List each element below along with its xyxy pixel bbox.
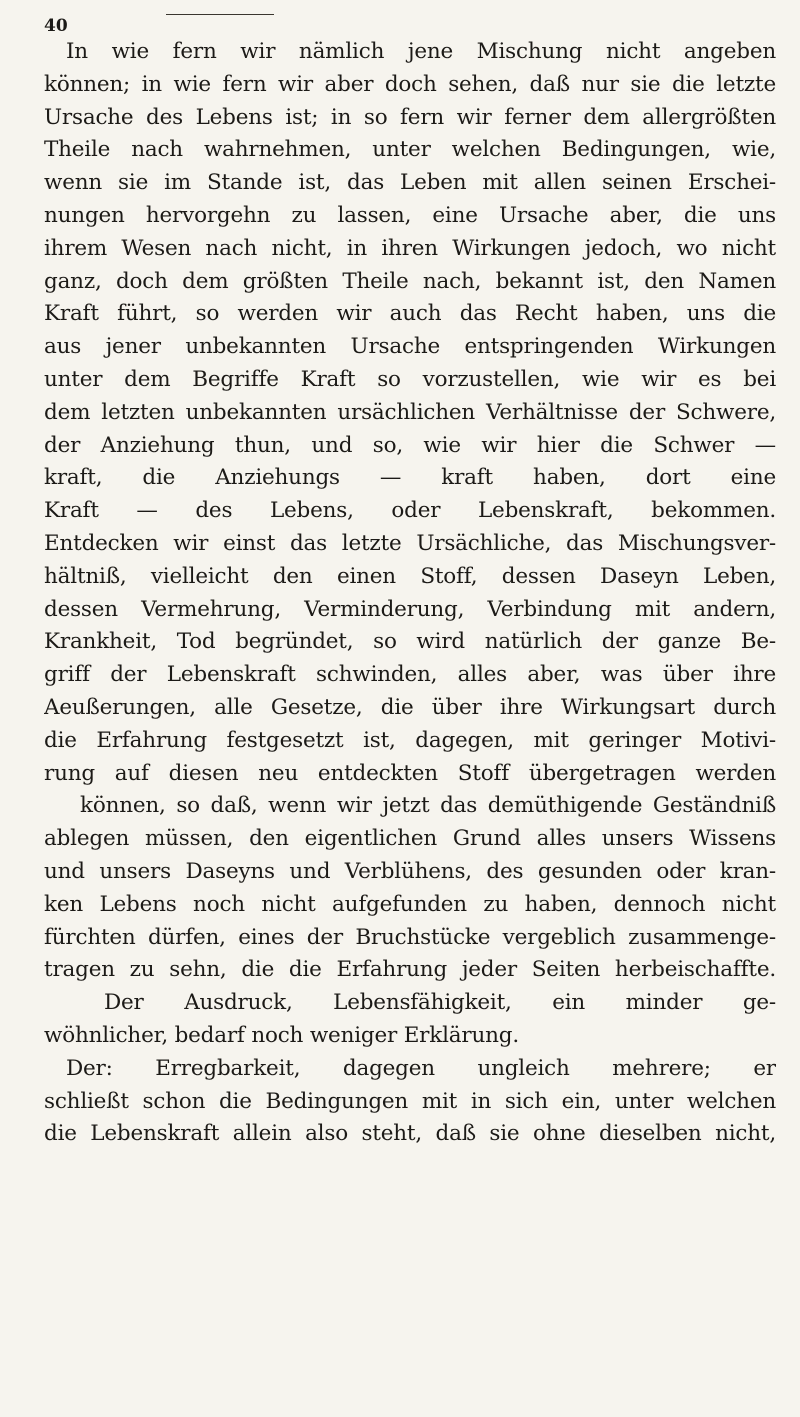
text-line: können; in wie fern wir aber doch sehen, daß nur sie die letzte bbox=[44, 71, 776, 97]
text-line: Der: Erregbarkeit, dagegen ungleich mehrere; er bbox=[66, 1055, 776, 1081]
body-text bbox=[44, 36, 776, 1151]
text-line: dessen Vermehrung, Verminderung, Verbindung mit andern, bbox=[44, 596, 776, 622]
text-line: In wie fern wir nämlich jene Mischung nicht angeben bbox=[66, 39, 776, 64]
text-line: unter dem Begriffe Kraft so vorzustellen, wie wir es bei bbox=[44, 366, 776, 392]
text-line: rung auf diesen neu entdeckten Stoff übergetragen werden bbox=[44, 760, 776, 786]
text-line: kraft, die Anziehungs — kraft haben, dort eine bbox=[44, 465, 776, 491]
text-line: können, so daß, wenn wir jetzt das demüthigende Geständniß bbox=[80, 793, 776, 819]
text-line: griff der Lebenskraft schwinden, alles aber, was über ihre bbox=[44, 662, 776, 688]
text-line: wöhnlicher, bedarf noch weniger Erklärung. bbox=[44, 1022, 519, 1048]
text-line: ablegen müssen, den eigentlichen Grund alles unsers Wissens bbox=[44, 826, 776, 852]
text-line: die Erfahrung festgesetzt ist, dagegen, mit geringer Motivi- bbox=[44, 727, 776, 753]
text-line: nungen hervorgehn zu lassen, eine Ursache aber, die uns bbox=[44, 202, 776, 228]
text-line: und unsers Daseyns und Verblühens, des gesunden oder kran- bbox=[44, 858, 776, 884]
text-line: dem letzten unbekannten ursächlichen Verhältnisse der Schwere, bbox=[44, 399, 776, 425]
text-line: Der Ausdruck, Lebensfähigkeit, ein minder ge- bbox=[104, 990, 776, 1016]
text-line: tragen zu sehn, die die Erfahrung jeder Seiten herbeischaffte. bbox=[44, 957, 776, 983]
text-line: Aeußerungen, alle Gesetze, die über ihre Wirkungsart durch bbox=[44, 694, 776, 720]
text-line: die Lebenskraft allein also steht, daß sie ohne dieselben nicht, bbox=[44, 1121, 776, 1147]
text-line: Krankheit, Tod begründet, so wird natürlich der ganze Be- bbox=[44, 629, 776, 655]
text-line: Kraft — des Lebens, oder Lebenskraft, bekommen. bbox=[44, 498, 776, 524]
text-line: aus jener unbekannten Ursache entspringenden Wirkungen bbox=[44, 334, 776, 360]
text-line: hältniß, vielleicht den einen Stoff, dessen Daseyn Leben, bbox=[44, 563, 776, 589]
text-line: Entdecken wir einst das letzte Ursächliche, das Mischungsver- bbox=[44, 530, 776, 556]
text-line: ganz, doch dem größten Theile nach, bekannt ist, den Namen bbox=[44, 268, 776, 294]
text-line: Theile nach wahrnehmen, unter welchen Bedingungen, wie, bbox=[44, 137, 776, 163]
header-rule bbox=[166, 14, 274, 15]
text-line: schließt schon die Bedingungen mit in sich ein, unter welchen bbox=[44, 1088, 776, 1114]
page-number: 40 bbox=[44, 16, 68, 36]
text-line: Kraft führt, so werden wir auch das Recht haben, uns die bbox=[44, 301, 776, 327]
page-header bbox=[44, 8, 776, 36]
text-line: der Anziehung thun, und so, wie wir hier die Schwer — bbox=[44, 432, 776, 458]
text-line: Ursache des Lebens ist; in so fern wir ferner dem allergrößten bbox=[44, 104, 776, 130]
text-line: wenn sie im Stande ist, das Leben mit allen seinen Erschei- bbox=[44, 170, 776, 196]
text-line: fürchten dürfen, eines der Bruchstücke vergeblich zusammenge- bbox=[44, 924, 776, 950]
text-line: ihrem Wesen nach nicht, in ihren Wirkungen jedoch, wo nicht bbox=[44, 235, 776, 261]
text-line: ken Lebens noch nicht aufgefunden zu haben, dennoch nicht bbox=[44, 891, 776, 917]
